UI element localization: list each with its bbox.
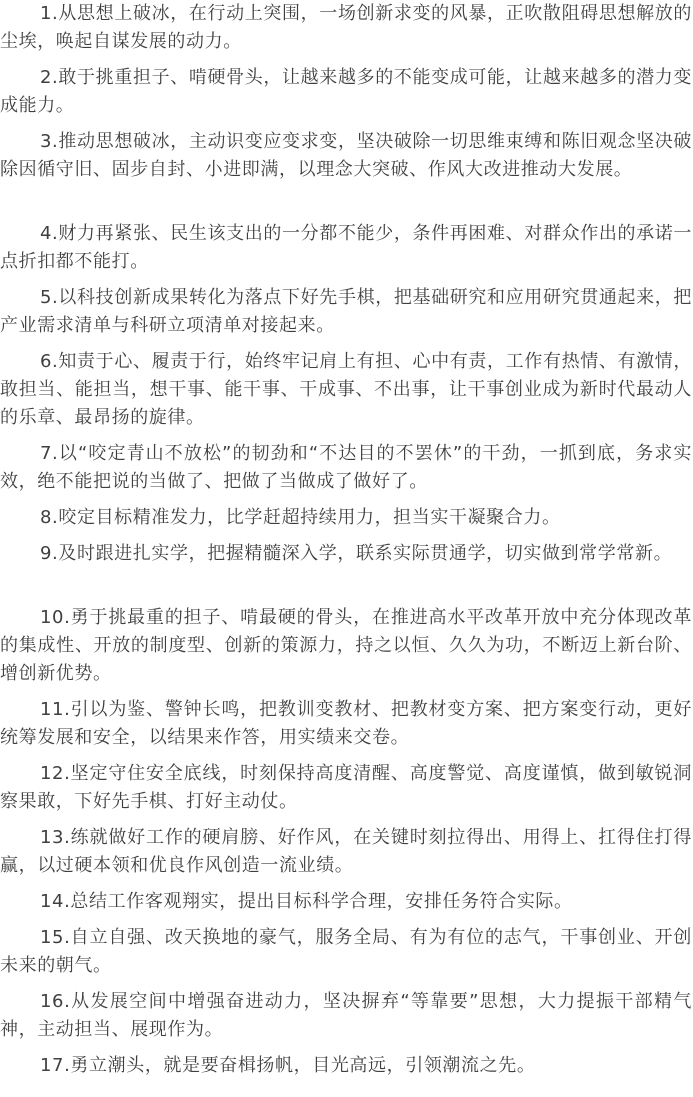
- paragraph-15: 15.自立自强、改天换地的豪气，服务全局、有为有位的志气，干事创业、开创未来的朝气。: [0, 927, 692, 976]
- paragraph-11: 11.引以为鉴、警钟长鸣，把教训变教材、把教材变方案、把方案变行动，更好统筹发展和安全，以结果来作答，用实绩来交卷。: [0, 699, 692, 748]
- paragraph-5: 5.以科技创新成果转化为落点下好先手棋，把基础研究和应用研究贯通起来，把产业需求清单与科研立项清单对接起来。: [0, 287, 692, 336]
- paragraph-4: 4.财力再紧张、民生该支出的一分都不能少，条件再困难、对群众作出的承诺一点折扣都不能打。: [0, 223, 692, 272]
- paragraph-9: 9.及时跟进扎实学，把握精髓深入学，联系实际贯通学，切实做到常学常新。: [40, 543, 673, 564]
- paragraph-13: 13.练就做好工作的硬肩膀、好作风，在关键时刻拉得出、用得上、扛得住打得赢，以过硬本领和优良作风创造一流业绩。: [0, 827, 692, 876]
- paragraph-14: 14.总结工作客观翔实，提出目标科学合理，安排任务符合实际。: [40, 891, 573, 912]
- paragraph-6: 6.知责于心、履责于行，始终牢记肩上有担、心中有责，工作有热情、有激情，敢担当、能担当，想干事、能干事、干成事、不出事，让干事创业成为新时代最动人的乐章、最昂扬的旋律。: [0, 351, 692, 428]
- paragraph-3: 3.推动思想破冰，主动识变应变求变，坚决破除一切思维束缚和陈旧观念坚决破除因循守旧、固步自封、小进即满，以理念大突破、作风大改进推动大发展。: [0, 131, 692, 180]
- paragraph-7: 7.以“咬定青山不放松”的韧劲和“不达目的不罢休”的干劲，一抓到底，务求实效，绝不能把说的当做了、把做了当做成了做好了。: [0, 443, 692, 492]
- paragraph-12: 12.坚定守住安全底线，时刻保持高度清醒、高度警觉、高度谨慎，做到敏锐洞察果敢，下好先手棋、打好主动仗。: [0, 763, 692, 812]
- paragraph-2: 2.敢于挑重担子、啃硬骨头，让越来越多的不能变成可能，让越来越多的潜力变成能力。: [0, 67, 692, 116]
- paragraph-17: 17.勇立潮头，就是要奋楫扬帆，目光高远，引领潮流之先。: [40, 1055, 536, 1076]
- paragraph-1: 1.从思想上破冰，在行动上突围，一场创新求变的风暴，正吹散阻碍思想解放的尘埃，唤起自谋发展的动力。: [0, 3, 692, 52]
- paragraph-10: 10.勇于挑最重的担子、啃最硬的骨头，在推进高水平改革开放中充分体现改革的集成性、开放的制度型、创新的策源力，持之以恒、久久为功，不断迈上新台阶、增创新优势。: [0, 607, 692, 684]
- paragraph-16: 16.从发展空间中增强奋进动力，坚决摒弃“等靠要”思想，大力提振干部精气神，主动担当、展现作为。: [0, 991, 692, 1040]
- paragraph-8: 8.咬定目标精准发力，比学赶超持续用力，担当实干凝聚合力。: [40, 507, 561, 528]
